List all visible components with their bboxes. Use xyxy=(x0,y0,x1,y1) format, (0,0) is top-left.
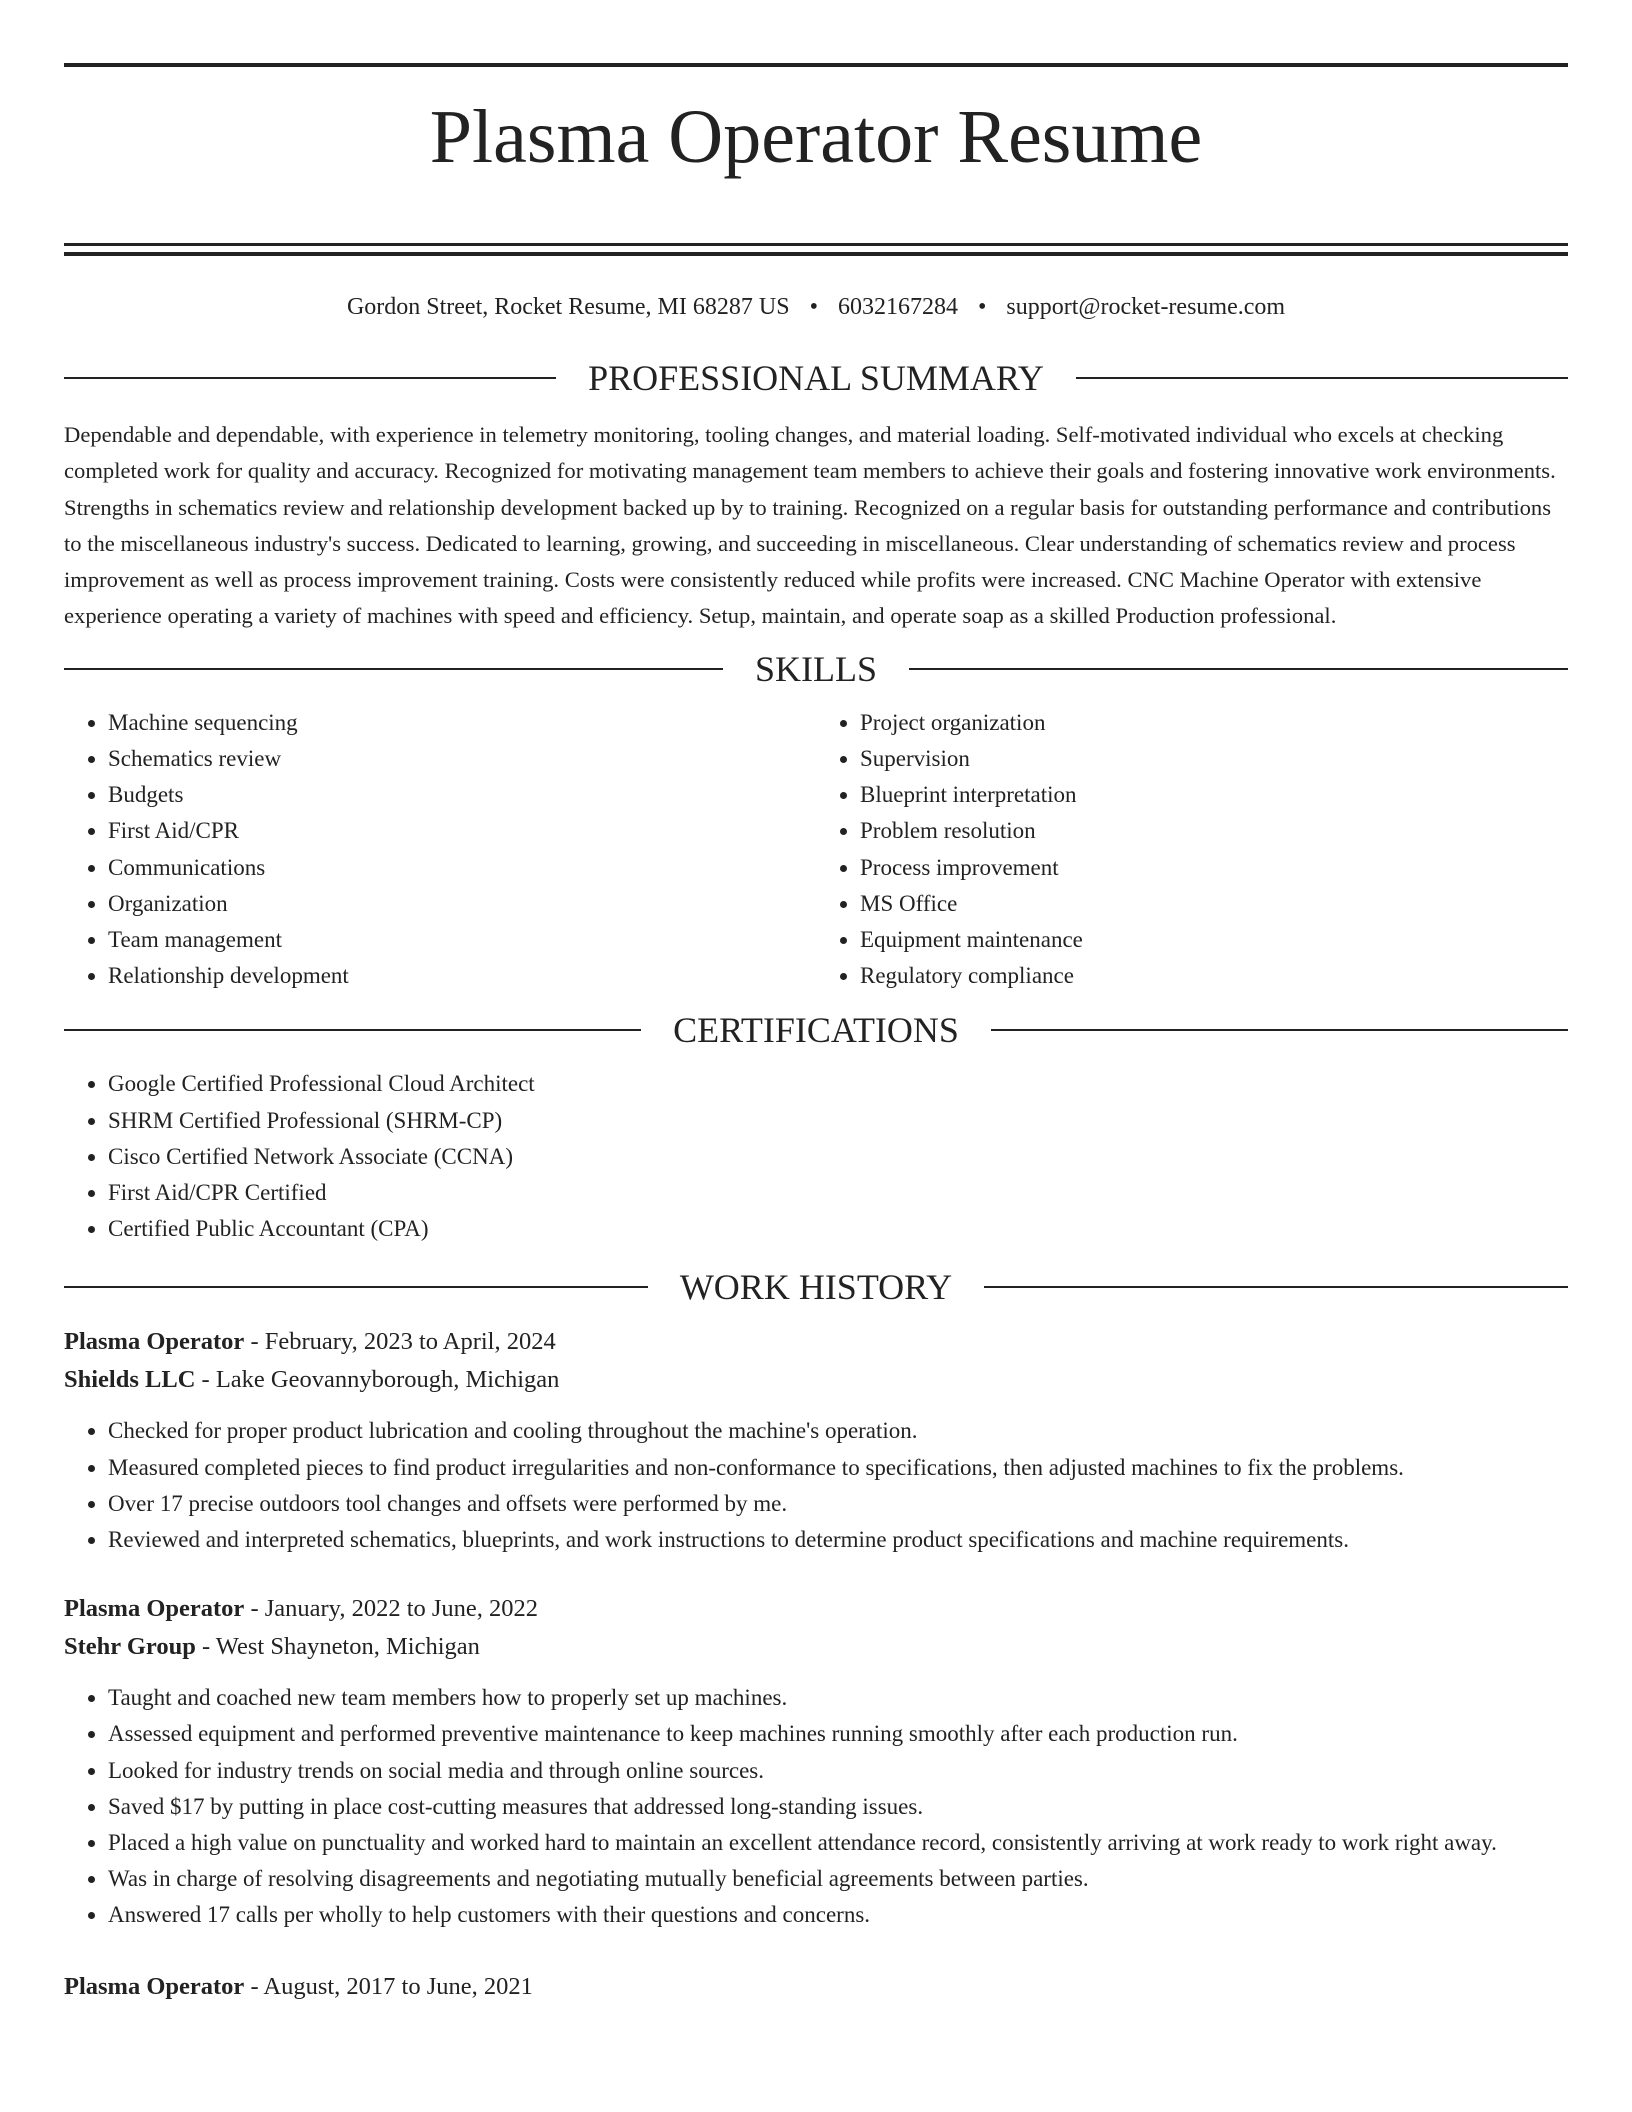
job-bullet: • Taught and coached new team members how to properly set up machines. xyxy=(108,1680,1568,1716)
job-bullet: • Checked for proper product lubrication and cooling throughout the machine's operation. xyxy=(108,1413,1568,1449)
skill-item: • Blueprint interpretation xyxy=(860,777,1568,813)
job-bullet: • Was in charge of resolving disagreements and negotiating mutually beneficial agreements between parties. xyxy=(108,1861,1568,1897)
skill-item: • Problem resolution xyxy=(860,813,1568,849)
job-bullet: • Answered 17 calls per wholly to help customers with their questions and concerns. xyxy=(108,1897,1568,1933)
certification-item: • Certified Public Accountant (CPA) xyxy=(108,1211,1568,1247)
job-title: Plasma Operator xyxy=(64,1328,245,1356)
job-dates: - February, 2023 to April, 2024 xyxy=(250,1328,556,1356)
certifications-heading: CERTIFICATIONS xyxy=(673,1010,959,1051)
work-history-section-header xyxy=(64,1267,1568,1307)
skill-item: • Process improvement xyxy=(860,850,1568,886)
job-company-line xyxy=(64,1361,1568,1399)
job-company: Shields LLC xyxy=(64,1366,196,1394)
job-bullet: • Saved $17 by putting in place cost-cutting measures that addressed long-standing issues. xyxy=(108,1789,1568,1825)
contact-separator: • xyxy=(809,294,818,320)
divider-line xyxy=(64,377,556,379)
skill-item: • Schematics review xyxy=(108,741,816,777)
summary-text: Dependable and dependable, with experience in telemetry monitoring, tooling changes, and material loading. Self-motivated individual who excels at checking completed work for quality and accuracy. Recognized for motivating management team members to achieve their goals and fostering innovative work environments. Strengths in schematics review and relationship development backed up by to training. Recognized on a regular basis for outstanding performance and contributions to the miscellaneous industry's success. Dedicated to learning, growing, and succeeding in miscellaneous. Clear understanding of schematics review and process improvement as well as process improvement training. Costs were consistently reduced while profits were increased. CNC Machine Operator with extensive experience operating a variety of machines with speed and efficiency. Setup, maintain, and operate soap as a skilled Production professional. xyxy=(64,422,1556,629)
job-entry xyxy=(64,1590,1568,1933)
certification-item: • First Aid/CPR Certified xyxy=(108,1175,1568,1211)
job-dates: - August, 2017 to June, 2021 xyxy=(250,1972,533,2000)
job-company: Stehr Group xyxy=(64,1633,196,1661)
skills-section-header xyxy=(64,649,1568,689)
skill-item: • Equipment maintenance xyxy=(860,922,1568,958)
skill-item: • Relationship development xyxy=(108,958,816,994)
skill-item: • Regulatory compliance xyxy=(860,958,1568,994)
job-bullets xyxy=(64,1680,1568,1933)
contact-separator: • xyxy=(977,294,987,320)
work-history-heading: WORK HISTORY xyxy=(679,1267,953,1308)
contact-phone: 6032167284 xyxy=(837,294,958,320)
skill-item: • Communications xyxy=(108,850,816,886)
divider-line xyxy=(991,1029,1568,1031)
job-title-line xyxy=(64,1323,1568,1361)
skill-item: • Machine sequencing xyxy=(108,705,816,741)
skill-item: • MS Office xyxy=(860,886,1568,922)
job-title-line xyxy=(64,1590,1568,1628)
skill-item: • First Aid/CPR xyxy=(108,813,816,849)
certification-item: • Cisco Certified Network Associate (CCNA) xyxy=(108,1139,1568,1175)
job-company-line xyxy=(64,1628,1568,1666)
skills-column-left xyxy=(64,705,816,995)
skill-item: • Organization xyxy=(108,886,816,922)
summary-section-header xyxy=(64,358,1568,398)
job-entry xyxy=(64,1323,1568,1558)
job-location: - Lake Geovannyborough, Michigan xyxy=(201,1366,560,1394)
job-title: Plasma Operator xyxy=(64,1972,245,2000)
contact-email: support@rocket-resume.com xyxy=(1006,294,1286,320)
skill-item: • Project organization xyxy=(860,705,1568,741)
divider-line xyxy=(64,668,723,670)
contact-line xyxy=(64,292,1568,322)
resume-page xyxy=(64,0,1568,2006)
skill-item: • Supervision xyxy=(860,741,1568,777)
job-bullet: • Assessed equipment and performed preventive maintenance to keep machines running smoothly after each production run. xyxy=(108,1716,1568,1752)
contact-address: Gordon Street, Rocket Resume, MI 68287 US xyxy=(346,294,790,320)
skill-item: • Team management xyxy=(108,922,816,958)
certifications-list xyxy=(64,1066,1568,1247)
job-bullet: • Looked for industry trends on social media and through online sources. xyxy=(108,1753,1568,1789)
job-bullet: • Over 17 precise outdoors tool changes and offsets were performed by me. xyxy=(108,1486,1568,1522)
divider-line xyxy=(64,1029,641,1031)
divider-line xyxy=(909,668,1568,670)
certifications-section-header xyxy=(64,1010,1568,1050)
job-entry xyxy=(64,1968,1568,2006)
skills-heading: SKILLS xyxy=(755,648,878,689)
divider-line xyxy=(984,1286,1568,1288)
job-bullet: • Measured completed pieces to find product irregularities and non-conformance to specifications, then adjusted machines to fix the problems. xyxy=(108,1450,1568,1486)
resume-title: Plasma Operator Resume xyxy=(429,95,1203,179)
summary-heading: PROFESSIONAL SUMMARY xyxy=(588,358,1044,398)
job-bullets xyxy=(64,1413,1568,1558)
skill-item: • Budgets xyxy=(108,777,816,813)
job-bullet: • Reviewed and interpreted schematics, blueprints, and work instructions to determine product specifications and machine requirements. xyxy=(108,1522,1568,1558)
certification-item: • SHRM Certified Professional (SHRM-CP) xyxy=(108,1103,1568,1139)
skills-list xyxy=(64,705,1568,995)
skills-column-right xyxy=(816,705,1568,995)
job-title: Plasma Operator xyxy=(64,1595,245,1623)
job-location: - West Shayneton, Michigan xyxy=(201,1633,480,1661)
job-dates: - January, 2022 to June, 2022 xyxy=(250,1595,539,1623)
title-double-rule xyxy=(64,243,1568,256)
job-title-line xyxy=(64,1968,1568,2006)
job-bullet: • Placed a high value on punctuality and worked hard to maintain an excellent attendance record, consistently arriving at work ready to work right away. xyxy=(108,1825,1568,1861)
certification-item: • Google Certified Professional Cloud Architect xyxy=(108,1066,1568,1102)
divider-line xyxy=(1076,377,1568,379)
divider-line xyxy=(64,1286,648,1288)
